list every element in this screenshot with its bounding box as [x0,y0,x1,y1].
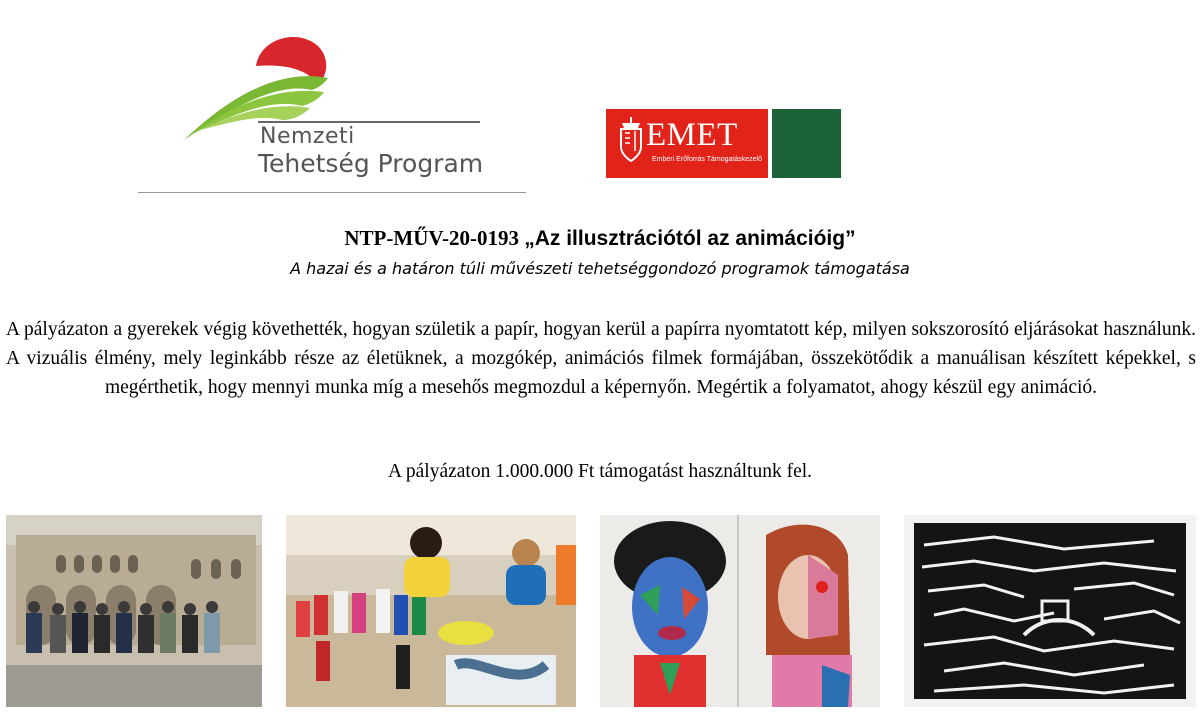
ntp-name-line2: Tehetség Program [258,149,484,178]
emet-subtitle: Emberi Erőforrás Támogatáskezelő [652,156,762,163]
linocut-print-photo [904,515,1196,707]
ntp-divider [258,121,480,123]
emet-green-block [772,109,841,178]
emet-wordmark: EMET [646,117,738,153]
project-name: „Az illusztrációtól az animációig” [524,227,856,250]
emet-red-block [606,109,768,178]
ntp-underline [138,192,526,193]
project-code: NTP-MŰV-20-0193 [344,226,525,250]
group-photo [6,515,262,707]
ntp-logo [138,28,528,198]
workshop-photo [286,515,576,707]
funding-statement: A pályázaton 1.000.000 Ft támogatást használtunk fel. [387,461,813,482]
ntp-name-line1: Nemzeti [260,124,355,149]
emet-logo [606,109,841,178]
coat-of-arms-icon [618,117,644,163]
portrait-drawings-photo [600,515,880,707]
project-title [0,226,1200,251]
project-subtitle: A hazai és a határon túli művészeti tehetséggondozó programok támogatása [290,259,910,278]
description-paragraph: A pályázaton a gyerekek végig követhették, hogyan születik a papír, hogyan kerül a papírra nyomtatott kép, milyen sokszorosító eljárásokat használunk. A vizuális élmény, mely leginkább része az életüknek, a mozgókép, animációs filmek formájában, összekötődik a manuálisan készített képekkel, s megérthetik, hogy mennyi munka míg a mesehős megmozdul a képernyőn. Megértik a folyamatot, ahogy készül egy animáció. [6,319,1196,398]
